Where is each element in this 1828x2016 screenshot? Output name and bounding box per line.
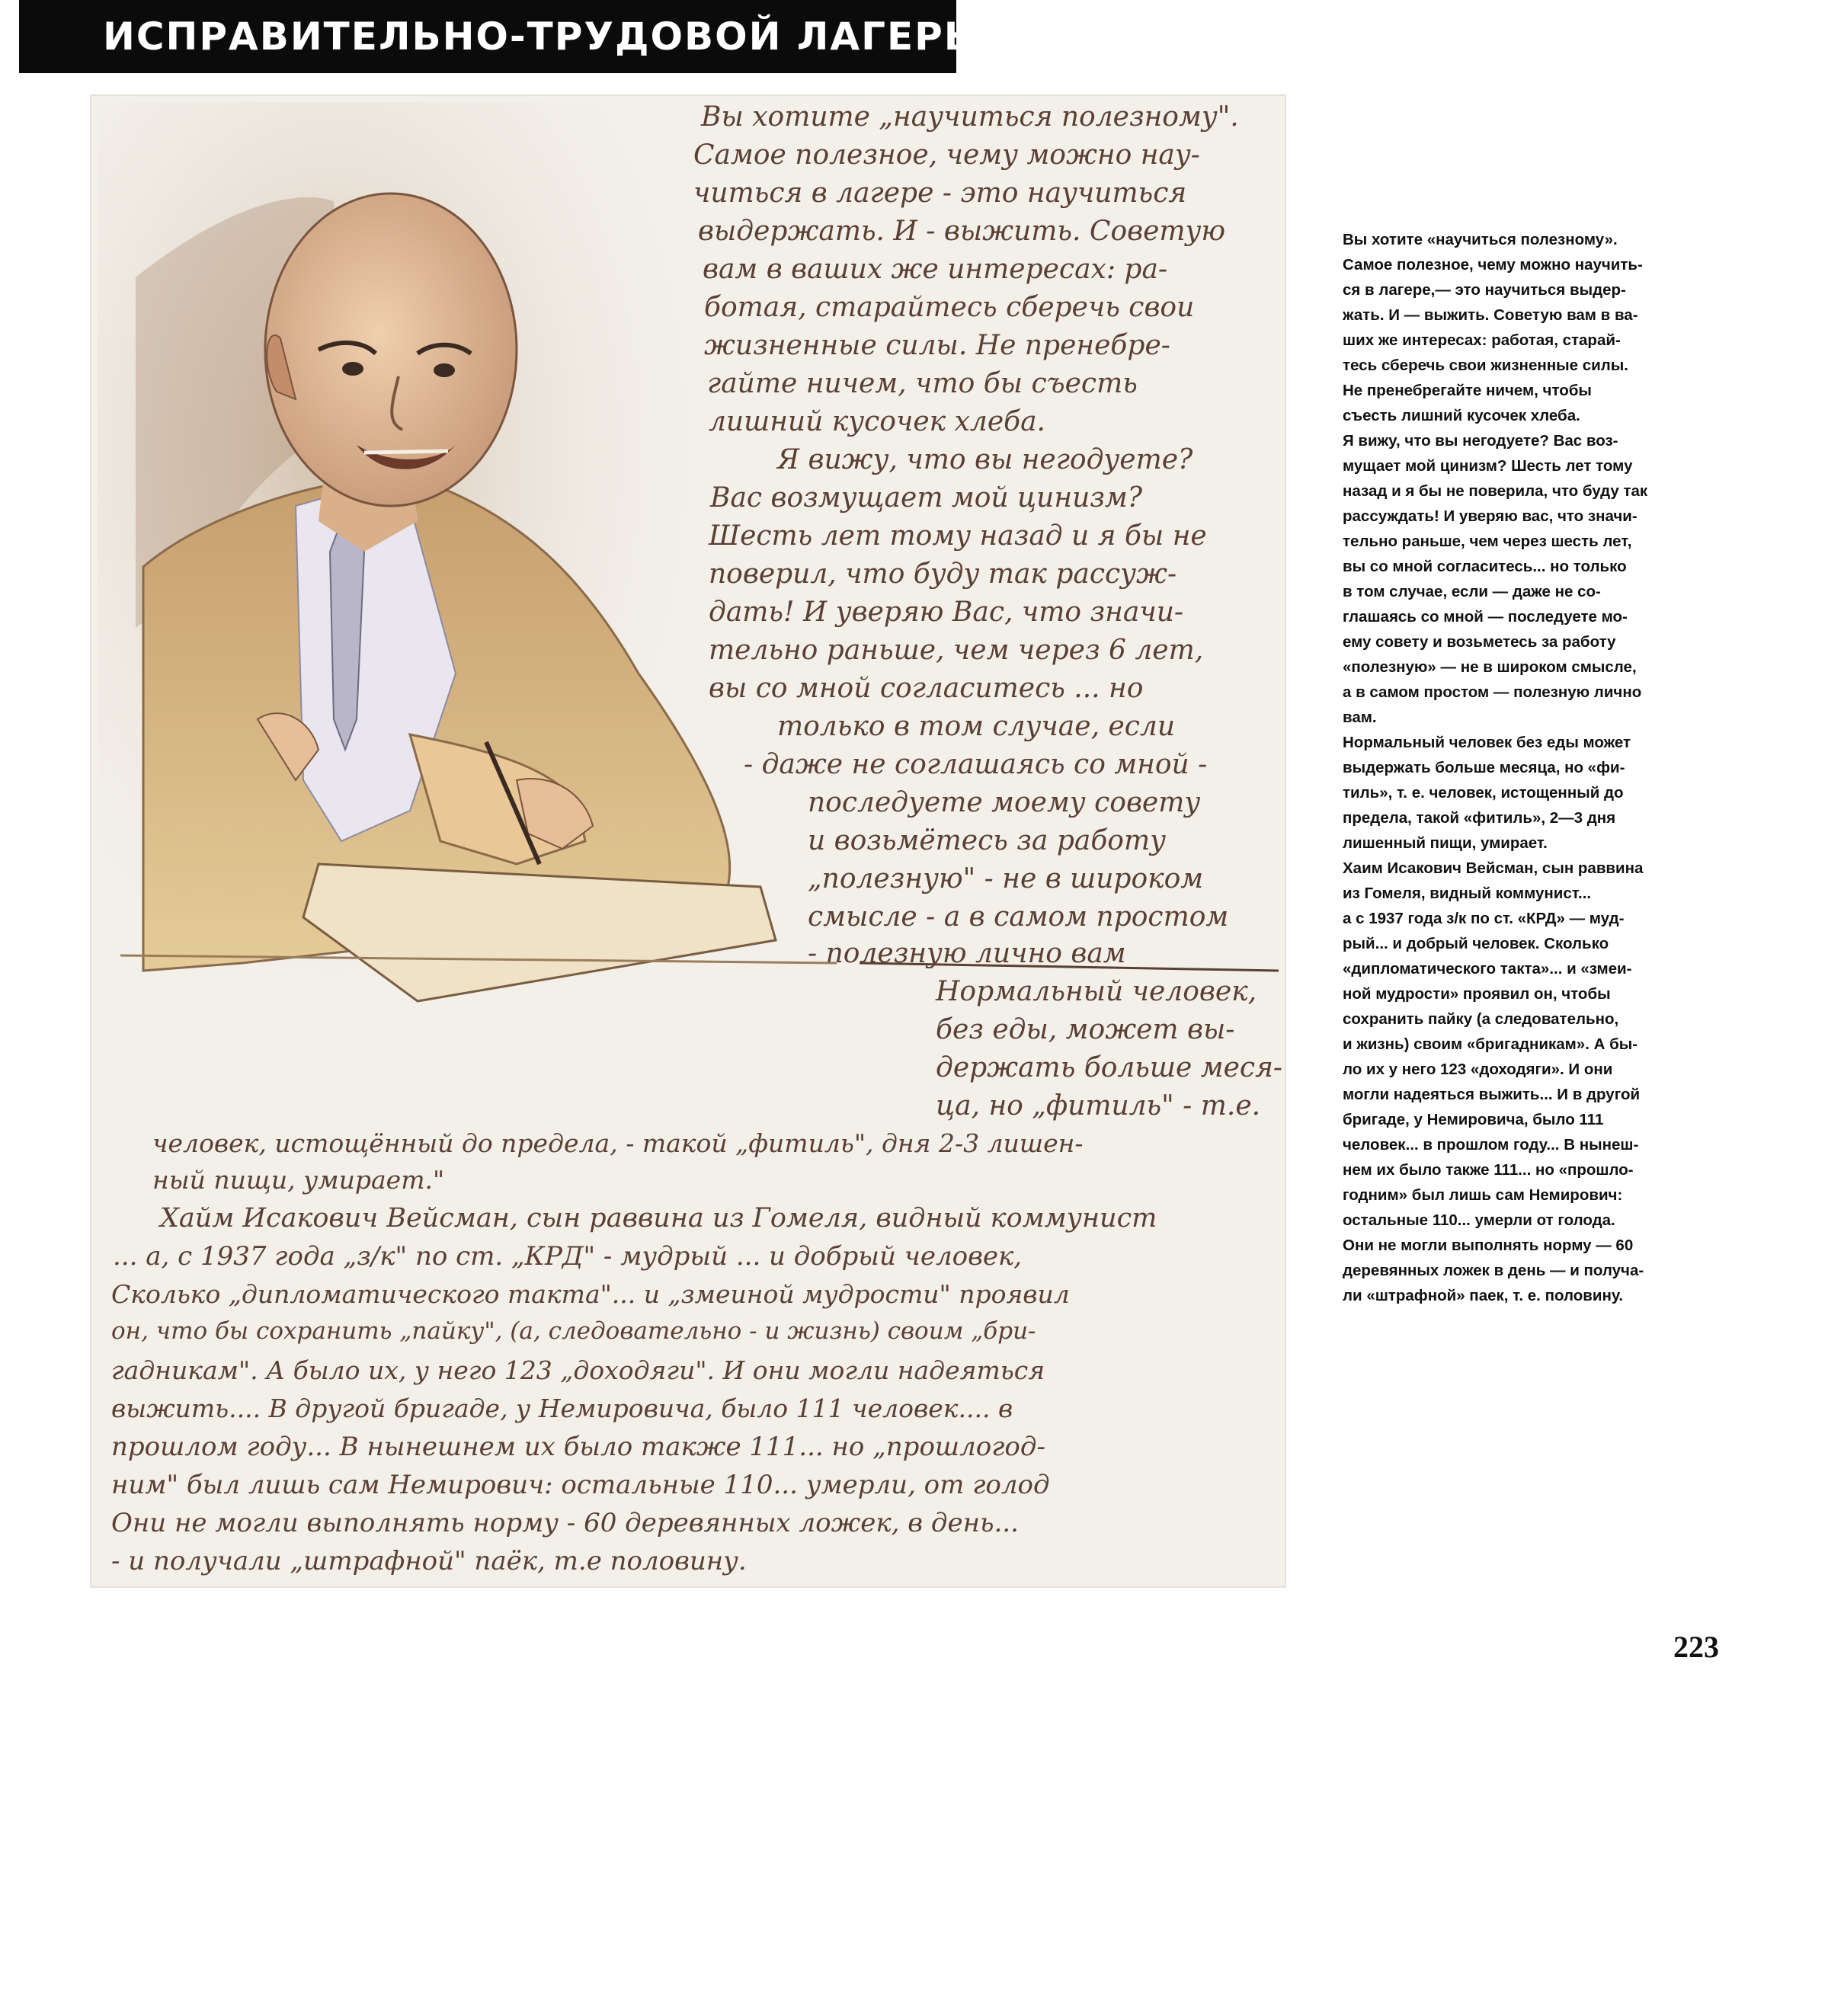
transcription-line: съесть лишний кусочек хлеба. <box>1343 407 1580 424</box>
transcription-line: остальные 110... умерли от голода. <box>1343 1211 1615 1229</box>
transcription-line: Я вижу, что вы негодуете? Вас воз- <box>1343 432 1618 450</box>
transcription-line: Нормальный человек без еды может <box>1343 734 1631 751</box>
handwritten-line: последуете моему совету <box>808 787 1201 818</box>
transcription-line: бригаде, у Немировича, было 111 <box>1343 1111 1604 1128</box>
section-title: ИСПРАВИТЕЛЬНО-ТРУДОВОЙ ЛАГЕРЬ <box>103 14 975 59</box>
transcription-line: ему совету и возьметесь за работу <box>1343 633 1616 651</box>
handwritten-line: Вы хотите „научиться полезному". <box>701 101 1239 133</box>
manuscript-page <box>90 94 1286 1588</box>
handwritten-line: дать! И уверяю Вас, что значи- <box>709 597 1184 628</box>
transcription-line: и жизнь) своим «бригадникам». А бы- <box>1343 1035 1638 1053</box>
handwritten-line: выжить.... В другой бригаде, у Немировича, было 111 человек.... в <box>111 1394 1013 1423</box>
transcription-line: лишенный пищи, умирает. <box>1343 834 1548 852</box>
transcription-line: Самое полезное, чему можно научить- <box>1343 256 1643 274</box>
handwritten-line: человек, истощённый до предела, - такой „фитиль", дня 2-3 лишен- <box>152 1128 1084 1158</box>
handwritten-line: Они не могли выполнять норму - 60 деревянных ложек, в день... <box>111 1508 1019 1538</box>
handwritten-line: он, что бы сохранить „пайку", (а, следовательно - и жизнь) своим „бри- <box>111 1317 1036 1345</box>
handwritten-line: вам в ваших же интересах: ра- <box>703 254 1168 285</box>
handwritten-line: „полезную" - не в широком <box>808 863 1204 894</box>
handwritten-line: ... а, с 1937 года „з/к" по ст. „КРД" - мудрый ... и добрый человек, <box>113 1241 1023 1272</box>
handwritten-line: ним" был лишь сам Немирович: остальные 110... умерли, от голод <box>111 1470 1050 1500</box>
handwritten-line: гайте ничем, что бы съесть <box>707 368 1138 399</box>
transcription-line: мущает мой цинизм? Шесть лет тому <box>1343 457 1633 475</box>
transcription-line: глашаясь со мной — последуете мо- <box>1343 608 1628 626</box>
handwritten-line: держать больше меся- <box>936 1052 1283 1083</box>
transcription-line: деревянных ложек в день — и получа- <box>1343 1262 1644 1279</box>
transcription-line: а в самом простом — полезную лично <box>1343 683 1642 701</box>
transcription-line: а с 1937 года з/к по ст. «КРД» — муд- <box>1343 910 1625 927</box>
transcription-line: ших же интересах: работая, старай- <box>1343 331 1621 349</box>
handwritten-line: жизненные силы. Не пренебре- <box>704 330 1170 361</box>
handwritten-line: выдержать. И - выжить. Советую <box>698 216 1226 247</box>
handwritten-line: - и получали „штрафной" паёк, т.е половину. <box>111 1546 747 1576</box>
transcription-line: «дипломатического такта»... и «змеи- <box>1343 960 1632 978</box>
transcription-line: нем их было также 111... но «прошло- <box>1343 1161 1634 1179</box>
transcription-line: вам. <box>1343 709 1377 726</box>
handwritten-line: Я вижу, что вы негодуете? <box>777 444 1193 475</box>
transcription-line: Хаим Исакович Вейсман, сын раввина <box>1343 859 1644 877</box>
handwritten-line: лишний кусочек хлеба. <box>709 406 1046 437</box>
transcription-line: жать. И — выжить. Советую вам в ва- <box>1343 306 1638 324</box>
transcription-line: ло их у него 123 «доходяги». И они <box>1343 1061 1613 1078</box>
transcription-line: тесь сберечь свои жизненные силы. <box>1343 357 1628 374</box>
transcription-line: рый... и добрый человек. Сколько <box>1343 935 1609 952</box>
transcription-line: «полезную» — не в широком смысле, <box>1343 658 1637 676</box>
transcription-line: рассуждать! И уверяю вас, что значи- <box>1343 507 1638 525</box>
handwritten-line: - даже не соглашаясь со мной - <box>744 749 1208 780</box>
transcription-line: выдержать больше месяца, но «фи- <box>1343 759 1625 776</box>
handwritten-line: ный пищи, умирает." <box>152 1165 445 1195</box>
handwritten-line: только в том случае, если <box>777 711 1176 742</box>
handwritten-line: - полезную лично вам <box>808 938 1126 969</box>
transcription-line: человек... в прошлом году... В нынеш- <box>1343 1136 1639 1154</box>
transcription-line: вы со мной согласитесь... но только <box>1343 558 1627 575</box>
transcription-line: Не пренебрегайте ничем, чтобы <box>1343 382 1592 399</box>
transcription-line: ся в лагере,— это научиться выдер- <box>1343 281 1626 299</box>
handwritten-line: Сколько „дипломатического такта"... и „змеиной мудрости" проявил <box>111 1279 1070 1309</box>
handwritten-line: Шесть лет тому назад и я бы не <box>709 520 1207 552</box>
transcription-line: Они не могли выполнять норму — 60 <box>1343 1237 1634 1254</box>
transcription-line: в том случае, если — даже не со- <box>1343 583 1601 600</box>
handwritten-line: вы со мной согласитесь ... но <box>709 673 1144 704</box>
handwritten-line: поверил, что буду так рассуж- <box>709 558 1177 590</box>
transcription-line: сохранить пайку (а следовательно, <box>1343 1010 1619 1028</box>
handwritten-line: ца, но „фитиль" - т.е. <box>936 1090 1261 1122</box>
page-number: 223 <box>1673 1630 1719 1664</box>
transcription-line: из Гомеля, видный коммунист... <box>1343 885 1592 902</box>
transcription-column <box>1343 227 1716 1308</box>
transcription-line: ли «штрафной» паек, т. е. половину. <box>1343 1287 1624 1304</box>
handwritten-line: ботая, старайтесь сберечь свои <box>704 292 1195 323</box>
handwritten-line: Вас возмущает мой цинизм? <box>710 482 1143 514</box>
transcription-line: тиль», т. е. человек, истощенный до <box>1343 784 1624 802</box>
transcription-line: Вы хотите «научиться полезному». <box>1343 231 1618 248</box>
handwritten-line: тельно раньше, чем через 6 лет, <box>709 635 1204 666</box>
handwritten-line: Нормальный человек, <box>936 976 1257 1007</box>
handwritten-line: читься в лагере - это научиться <box>693 178 1187 209</box>
handwritten-line: Хайм Исакович Вейсман, сын раввина из Гомеля, видный коммунист <box>160 1203 1157 1234</box>
handwritten-line: гадникам". А было их, у него 123 „доходяги". И они могли надеяться <box>111 1355 1045 1385</box>
transcription-line: годним» был лишь сам Немирович: <box>1343 1186 1623 1204</box>
transcription-line: тельно раньше, чем через шесть лет, <box>1343 533 1632 550</box>
transcription-line: ной мудрости» проявил он, чтобы <box>1343 985 1611 1003</box>
handwritten-line: прошлом году... В нынешнем их было также 111... но „прошлогод- <box>111 1432 1045 1462</box>
handwritten-line: Самое полезное, чему можно нау- <box>693 139 1200 171</box>
handwritten-line: и возьмётесь за работу <box>808 825 1167 856</box>
transcription-line: могли надеяться выжить... И в другой <box>1343 1086 1641 1103</box>
transcription-line: назад и я бы не поверила, что буду так <box>1343 482 1648 500</box>
handwritten-line: без еды, может вы- <box>936 1014 1235 1045</box>
section-header <box>19 0 975 73</box>
handwritten-line: смысле - а в самом простом <box>808 901 1229 933</box>
transcription-line: предела, такой «фитиль», 2—3 дня <box>1343 809 1616 827</box>
